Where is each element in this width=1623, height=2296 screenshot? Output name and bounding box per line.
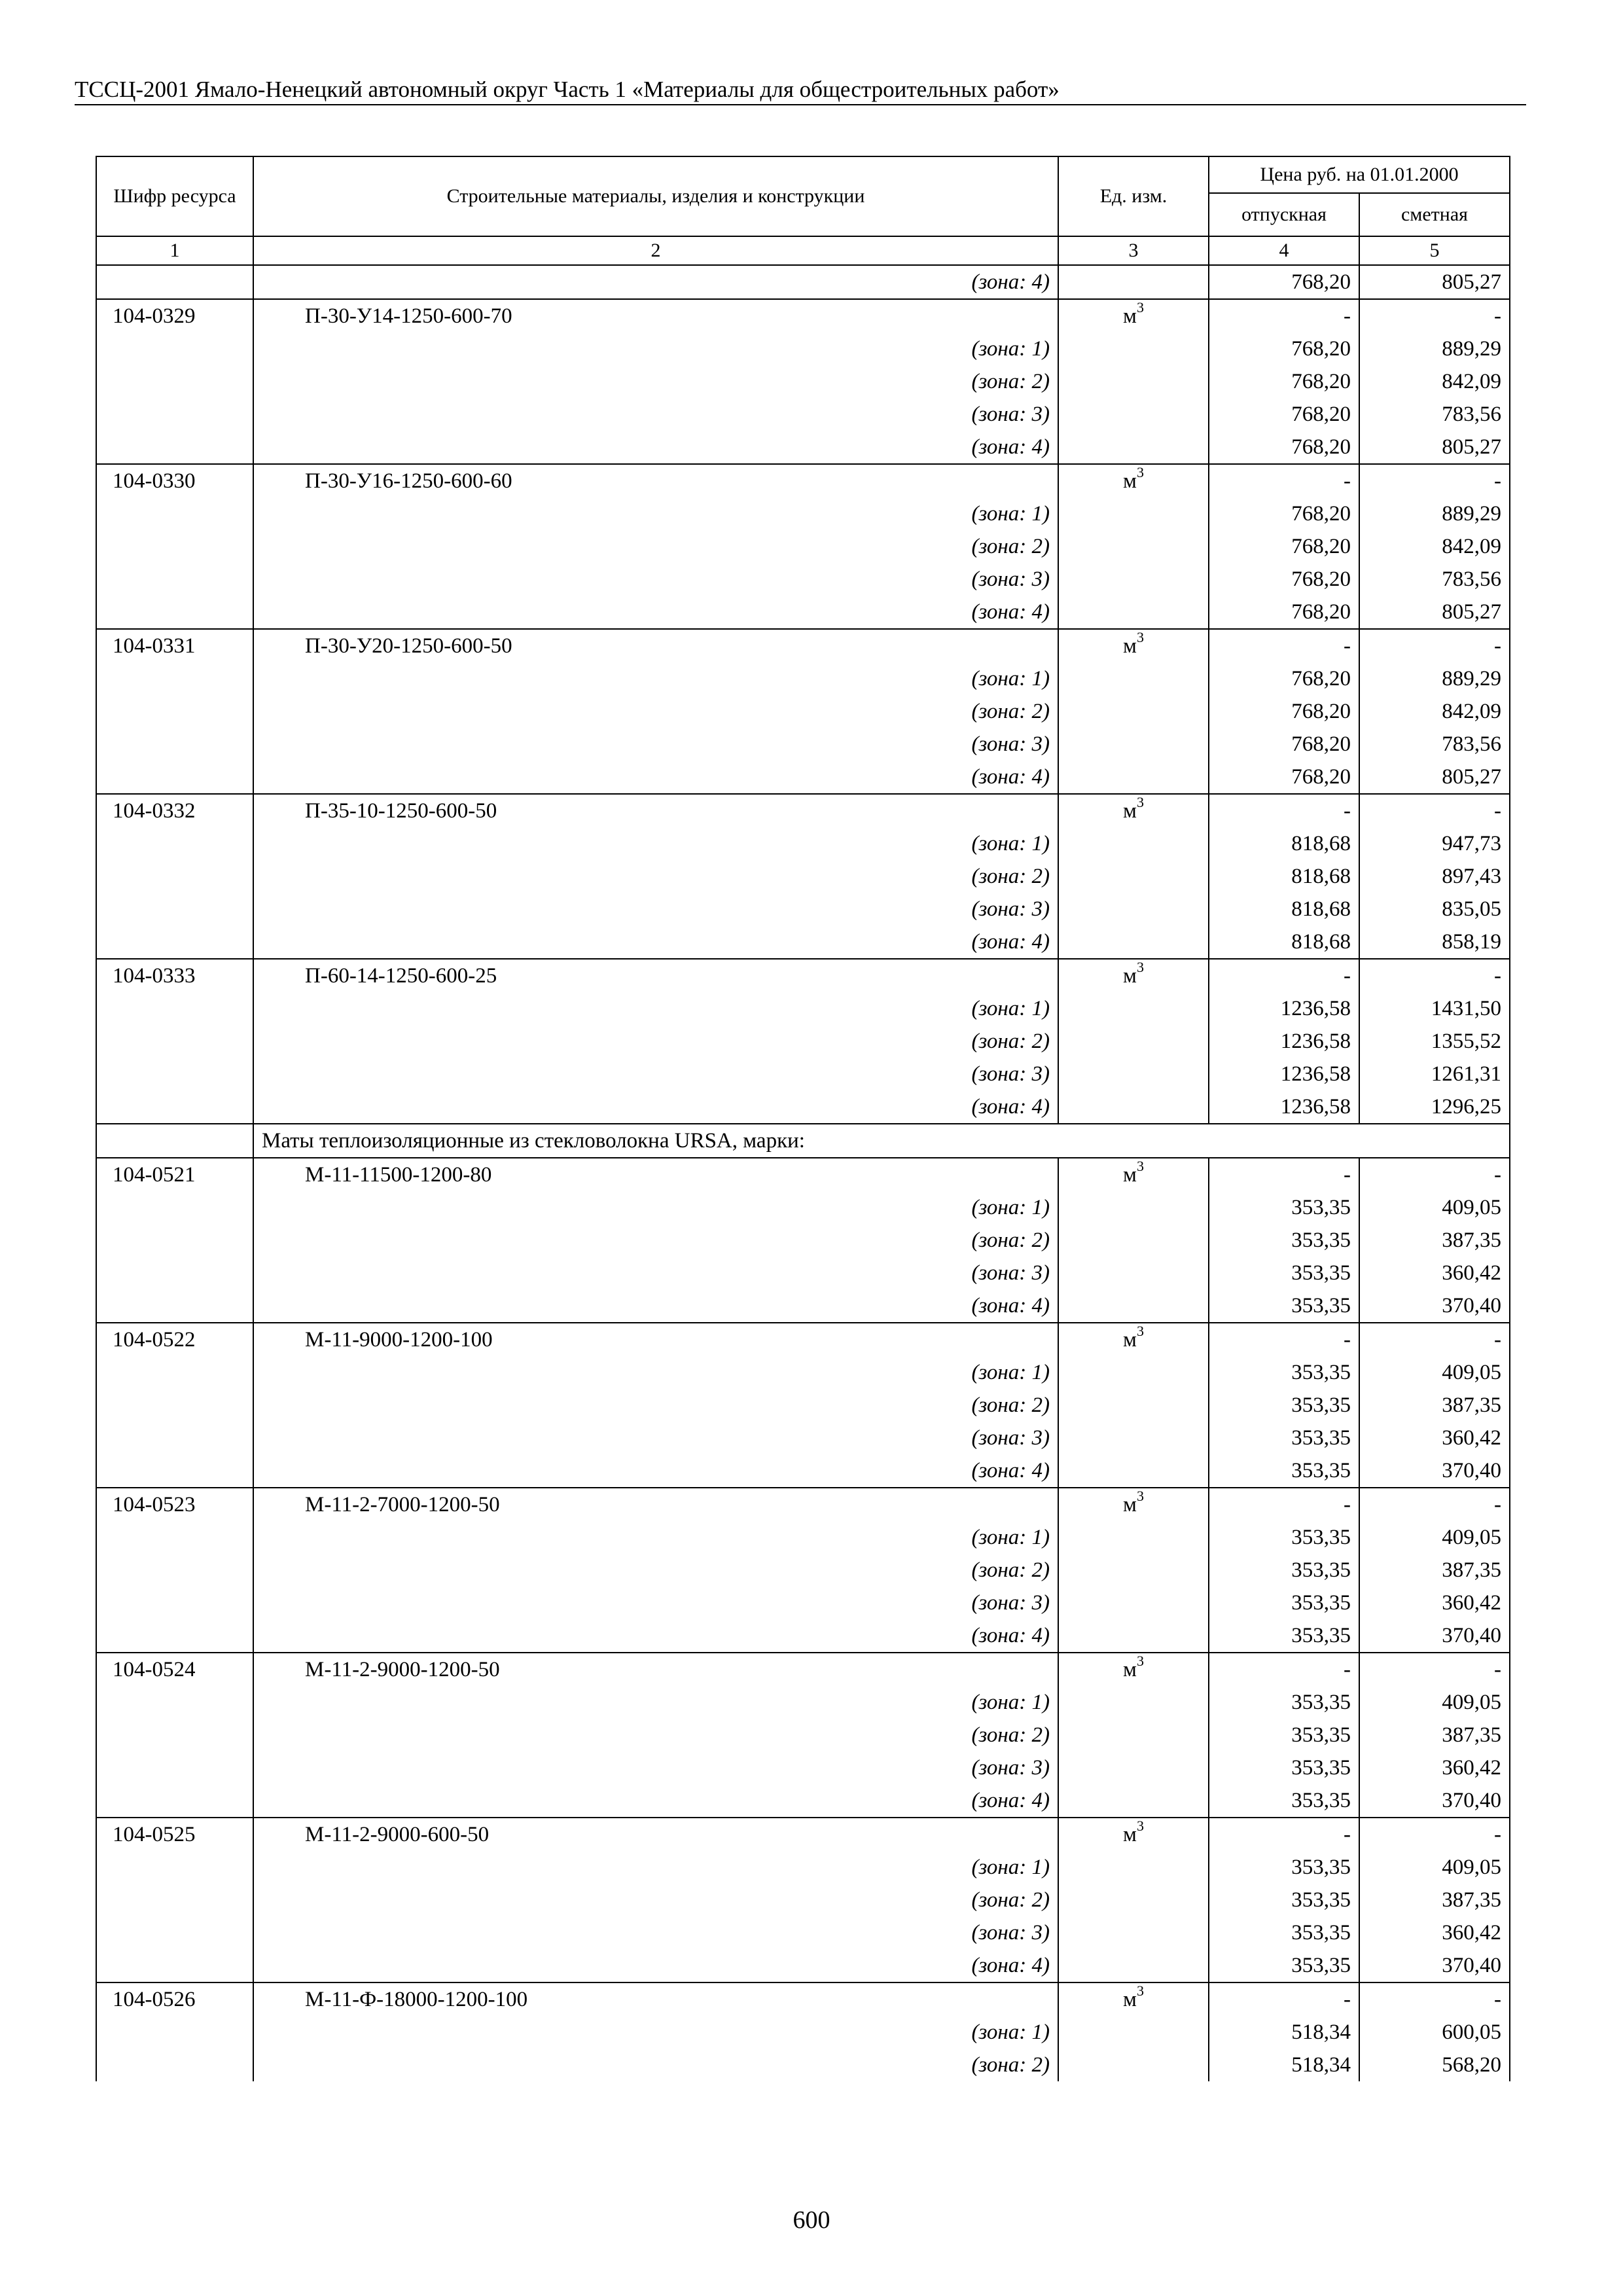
table-row [96,1653,1510,1686]
estimate-price: 805,27 [1359,761,1510,794]
resource-code: 104-0332 [96,794,253,827]
zone-row [96,992,1510,1025]
unit-power: 3 [1136,1818,1144,1834]
zone-label: (зона: 1) [253,332,1058,365]
estimate-price: 360,42 [1359,1751,1510,1784]
release-price: 768,20 [1209,431,1359,464]
estimate-price: 835,05 [1359,893,1510,925]
estimate-price: 387,35 [1359,1554,1510,1587]
zone-row [96,925,1510,959]
zone-label: (зона: 3) [253,1422,1058,1454]
estimate-price: 600,05 [1359,2016,1510,2049]
estimate-price: 360,42 [1359,1916,1510,1949]
estimate-price: - [1359,1323,1510,1356]
table-row [96,1323,1510,1356]
table-row [96,265,1510,299]
material-name: М-11-2-9000-600-50 [253,1818,1058,1851]
resource-code: 104-0331 [96,629,253,662]
price-table [96,156,1510,2081]
zone-label: (зона: 4) [253,1090,1058,1124]
release-price: 1236,58 [1209,1090,1359,1124]
zone-label: (зона: 1) [253,1686,1058,1719]
zone-row [96,1751,1510,1784]
table-row [96,1158,1510,1191]
estimate-price: 370,40 [1359,1949,1510,1982]
zone-row [96,1949,1510,1982]
release-price: 1236,58 [1209,1058,1359,1090]
release-price: 768,20 [1209,728,1359,761]
unit-symbol: м [1123,304,1137,328]
zone-row [96,1784,1510,1818]
estimate-price: 409,05 [1359,1191,1510,1224]
zone-label: (зона: 2) [253,1554,1058,1587]
zone-row [96,1587,1510,1619]
release-price: 768,20 [1209,530,1359,563]
unit-cell [1058,1818,1209,1851]
unit-cell [1058,794,1209,827]
unit-cell [1058,1982,1209,2016]
zone-row [96,1257,1510,1289]
estimate-price: 889,29 [1359,497,1510,530]
zone-label: (зона: 2) [253,365,1058,398]
estimate-price: 1355,52 [1359,1025,1510,1058]
zone-row [96,1521,1510,1554]
unit-symbol: м [1123,1493,1137,1516]
zone-row [96,1454,1510,1488]
estimate-price: 897,43 [1359,860,1510,893]
release-price: 353,35 [1209,1389,1359,1422]
header-estimate: сметная [1359,193,1510,236]
zone-label: (зона: 2) [253,530,1058,563]
zone-label: (зона: 2) [253,1025,1058,1058]
release-price: 353,35 [1209,1587,1359,1619]
zone-row [96,1356,1510,1389]
release-price: 353,35 [1209,1751,1359,1784]
resource-code: 104-0330 [96,464,253,497]
zone-row [96,530,1510,563]
zone-label: (зона: 4) [253,596,1058,629]
zone-label: (зона: 1) [253,992,1058,1025]
table-row [96,794,1510,827]
zone-label: (зона: 3) [253,563,1058,596]
zone-row [96,1090,1510,1124]
estimate-price: 858,19 [1359,925,1510,959]
release-price: 768,20 [1209,497,1359,530]
table-row [96,1488,1510,1521]
zone-row [96,1851,1510,1884]
header-unit: Ед. изм. [1058,156,1209,236]
zone-row [96,398,1510,431]
release-price: 1236,58 [1209,992,1359,1025]
column-number: 4 [1209,236,1359,265]
unit-power: 3 [1136,629,1144,645]
estimate-price: 842,09 [1359,365,1510,398]
zone-label: (зона: 2) [253,1719,1058,1751]
release-price: 353,35 [1209,1686,1359,1719]
zone-label: (зона: 2) [253,1884,1058,1916]
material-name: М-11-Ф-18000-1200-100 [253,1982,1058,2016]
estimate-price: 889,29 [1359,332,1510,365]
zone-row [96,1224,1510,1257]
zone-label: (зона: 2) [253,1389,1058,1422]
zone-label: (зона: 3) [253,398,1058,431]
material-name: П-60-14-1250-600-25 [253,959,1058,992]
estimate-price: 370,40 [1359,1454,1510,1488]
estimate-price: 1296,25 [1359,1090,1510,1124]
unit-cell [1058,1158,1209,1191]
zone-row [96,596,1510,629]
group-row [96,1124,1510,1158]
material-name: М-11-11500-1200-80 [253,1158,1058,1191]
estimate-price: 409,05 [1359,1521,1510,1554]
release-price: - [1209,959,1359,992]
resource-code: 104-0525 [96,1818,253,1851]
material-name: М-11-2-9000-1200-50 [253,1653,1058,1686]
estimate-price: 360,42 [1359,1422,1510,1454]
estimate-price: - [1359,1653,1510,1686]
zone-label: (зона: 2) [253,2049,1058,2081]
group-title: Маты теплоизоляционные из стекловолокна URSA, марки: [253,1124,1510,1158]
release-price: 768,20 [1209,695,1359,728]
release-price: 768,20 [1209,563,1359,596]
estimate-price: - [1359,1158,1510,1191]
zone-row [96,1686,1510,1719]
page-header: ТССЦ-2001 Ямало-Ненецкий автономный округ Часть 1 «Материалы для общестроительных работ» [75,75,1526,105]
release-price: 353,35 [1209,1422,1359,1454]
unit-symbol: м [1123,1163,1137,1187]
header-name: Строительные материалы, изделия и конструкции [253,156,1058,236]
column-number: 2 [253,236,1058,265]
table-row [96,1982,1510,2016]
release-price: 768,20 [1209,398,1359,431]
column-number: 5 [1359,236,1510,265]
release-price: 353,35 [1209,1949,1359,1982]
release-price: 353,35 [1209,1784,1359,1818]
unit-power: 3 [1136,299,1144,315]
release-price: 353,35 [1209,1851,1359,1884]
unit-symbol: м [1123,964,1137,988]
release-price: 353,35 [1209,1257,1359,1289]
release-price: 353,35 [1209,1356,1359,1389]
release-price: 1236,58 [1209,1025,1359,1058]
release-price: 353,35 [1209,1719,1359,1751]
unit-cell [1058,464,1209,497]
estimate-price: 387,35 [1359,1719,1510,1751]
material-name: М-11-2-7000-1200-50 [253,1488,1058,1521]
table-row [96,959,1510,992]
release-price: 518,34 [1209,2016,1359,2049]
zone-row [96,563,1510,596]
zone-label: (зона: 2) [253,1224,1058,1257]
estimate-price: - [1359,1818,1510,1851]
estimate-price: 370,40 [1359,1784,1510,1818]
release-price: - [1209,1158,1359,1191]
release-price: 353,35 [1209,1454,1359,1488]
release-price: - [1209,1653,1359,1686]
table-row [96,1818,1510,1851]
header-price: Цена руб. на 01.01.2000 [1209,156,1510,193]
zone-label: (зона: 4) [253,1784,1058,1818]
unit-cell [1058,1323,1209,1356]
unit-symbol: м [1123,634,1137,658]
zone-row [96,695,1510,728]
zone-row [96,332,1510,365]
release-price: 768,20 [1209,761,1359,794]
estimate-price: 1261,31 [1359,1058,1510,1090]
unit-power: 3 [1136,794,1144,810]
estimate-price: - [1359,629,1510,662]
zone-label: (зона: 2) [253,860,1058,893]
header-release: отпускная [1209,193,1359,236]
resource-code: 104-0521 [96,1158,253,1191]
estimate-price: 889,29 [1359,662,1510,695]
header-code: Шифр ресурса [96,156,253,236]
release-price: 818,68 [1209,925,1359,959]
zone-label: (зона: 1) [253,1851,1058,1884]
release-price: 353,35 [1209,1191,1359,1224]
zone-row [96,1422,1510,1454]
estimate-price: 842,09 [1359,530,1510,563]
column-number: 3 [1058,236,1209,265]
estimate-price: 805,27 [1359,431,1510,464]
unit-power: 3 [1136,464,1144,480]
release-price: 818,68 [1209,893,1359,925]
unit-power: 3 [1136,1158,1144,1174]
zone-label: (зона: 1) [253,1521,1058,1554]
material-name: П-35-10-1250-600-50 [253,794,1058,827]
release-price: 353,35 [1209,1224,1359,1257]
material-name: П-30-У14-1250-600-70 [253,299,1058,332]
zone-label: (зона: 1) [253,827,1058,860]
resource-code: 104-0523 [96,1488,253,1521]
zone-label: (зона: 1) [253,1191,1058,1224]
material-name: П-30-У16-1250-600-60 [253,464,1058,497]
estimate-price: 370,40 [1359,1289,1510,1323]
zone-row [96,1619,1510,1653]
estimate-price: 805,27 [1359,596,1510,629]
unit-cell [1058,1488,1209,1521]
zone-label: (зона: 3) [253,1751,1058,1784]
unit-symbol: м [1123,1988,1137,2011]
zone-label: (зона: 4) [253,431,1058,464]
estimate-price: - [1359,1982,1510,2016]
zone-label: (зона: 1) [253,2016,1058,2049]
estimate-price: - [1359,299,1510,332]
unit-power: 3 [1136,1323,1144,1339]
unit-symbol: м [1123,799,1137,823]
unit-power: 3 [1136,1488,1144,1504]
table-body [96,265,1510,2081]
release-price: 518,34 [1209,2049,1359,2081]
zone-row [96,728,1510,761]
estimate-price: 947,73 [1359,827,1510,860]
estimate-price: 1431,50 [1359,992,1510,1025]
resource-code: 104-0329 [96,299,253,332]
zone-label: (зона: 1) [253,1356,1058,1389]
release-price: 353,35 [1209,1916,1359,1949]
zone-row [96,860,1510,893]
release-price: 353,35 [1209,1884,1359,1916]
estimate-price: 568,20 [1359,2049,1510,2081]
zone-label: (зона: 4) [253,1454,1058,1488]
zone-label: (зона: 2) [253,695,1058,728]
release-price: 818,68 [1209,827,1359,860]
release-price: 818,68 [1209,860,1359,893]
release-price: - [1209,464,1359,497]
release-price: 353,35 [1209,1521,1359,1554]
zone-label: (зона: 3) [253,728,1058,761]
zone-row [96,365,1510,398]
unit-symbol: м [1123,1823,1137,1846]
estimate-price: - [1359,794,1510,827]
estimate-price: 409,05 [1359,1851,1510,1884]
zone-label: (зона: 4) [253,265,1058,299]
zone-label: (зона: 3) [253,1058,1058,1090]
zone-row [96,827,1510,860]
zone-row [96,1554,1510,1587]
unit-cell [1058,299,1209,332]
zone-row [96,2049,1510,2081]
unit-power: 3 [1136,1653,1144,1669]
resource-code: 104-0524 [96,1653,253,1686]
release-price: - [1209,299,1359,332]
resource-code: 104-0522 [96,1323,253,1356]
release-price: 768,20 [1209,265,1359,299]
zone-label: (зона: 3) [253,1587,1058,1619]
zone-label: (зона: 4) [253,761,1058,794]
zone-row [96,761,1510,794]
release-price: 768,20 [1209,332,1359,365]
zone-label: (зона: 3) [253,1916,1058,1949]
estimate-price: 387,35 [1359,1389,1510,1422]
zone-label: (зона: 4) [253,1289,1058,1323]
zone-row [96,1058,1510,1090]
zone-label: (зона: 3) [253,893,1058,925]
release-price: - [1209,629,1359,662]
zone-row [96,2016,1510,2049]
release-price: - [1209,1818,1359,1851]
release-price: 353,35 [1209,1289,1359,1323]
zone-row [96,662,1510,695]
zone-label: (зона: 4) [253,1619,1058,1653]
release-price: - [1209,1982,1359,2016]
zone-row [96,1289,1510,1323]
release-price: - [1209,1323,1359,1356]
release-price: 768,20 [1209,662,1359,695]
zone-row [96,1191,1510,1224]
page-number: 600 [793,2206,830,2234]
zone-label: (зона: 3) [253,1257,1058,1289]
zone-label: (зона: 1) [253,497,1058,530]
estimate-price: 409,05 [1359,1686,1510,1719]
estimate-price: 387,35 [1359,1884,1510,1916]
release-price: - [1209,794,1359,827]
unit-symbol: м [1123,469,1137,493]
unit-cell [1058,959,1209,992]
release-price: 353,35 [1209,1619,1359,1653]
zone-label: (зона: 4) [253,1949,1058,1982]
material-name: П-30-У20-1250-600-50 [253,629,1058,662]
estimate-price: 783,56 [1359,563,1510,596]
column-number: 1 [96,236,253,265]
estimate-price: 360,42 [1359,1587,1510,1619]
estimate-price: 783,56 [1359,398,1510,431]
estimate-price: 360,42 [1359,1257,1510,1289]
resource-code: 104-0333 [96,959,253,992]
estimate-price: - [1359,464,1510,497]
zone-label: (зона: 1) [253,662,1058,695]
estimate-price: - [1359,1488,1510,1521]
resource-code: 104-0526 [96,1982,253,2016]
release-price: - [1209,1488,1359,1521]
release-price: 768,20 [1209,596,1359,629]
estimate-price: 370,40 [1359,1619,1510,1653]
zone-row [96,1719,1510,1751]
zone-row [96,1884,1510,1916]
estimate-price: 805,27 [1359,265,1510,299]
estimate-price: - [1359,959,1510,992]
material-name: М-11-9000-1200-100 [253,1323,1058,1356]
unit-cell [1058,1653,1209,1686]
zone-row [96,1389,1510,1422]
release-price: 353,35 [1209,1554,1359,1587]
unit-power: 3 [1136,959,1144,975]
zone-row [96,1025,1510,1058]
unit-symbol: м [1123,1658,1137,1681]
table-row [96,299,1510,332]
zone-row [96,497,1510,530]
unit-cell [1058,629,1209,662]
estimate-price: 842,09 [1359,695,1510,728]
estimate-price: 409,05 [1359,1356,1510,1389]
zone-row [96,1916,1510,1949]
zone-row [96,893,1510,925]
release-price: 768,20 [1209,365,1359,398]
unit-power: 3 [1136,1982,1144,1999]
unit-symbol: м [1123,1328,1137,1352]
table-row [96,464,1510,497]
zone-row [96,431,1510,464]
estimate-price: 387,35 [1359,1224,1510,1257]
table-row [96,629,1510,662]
zone-label: (зона: 4) [253,925,1058,959]
estimate-price: 783,56 [1359,728,1510,761]
